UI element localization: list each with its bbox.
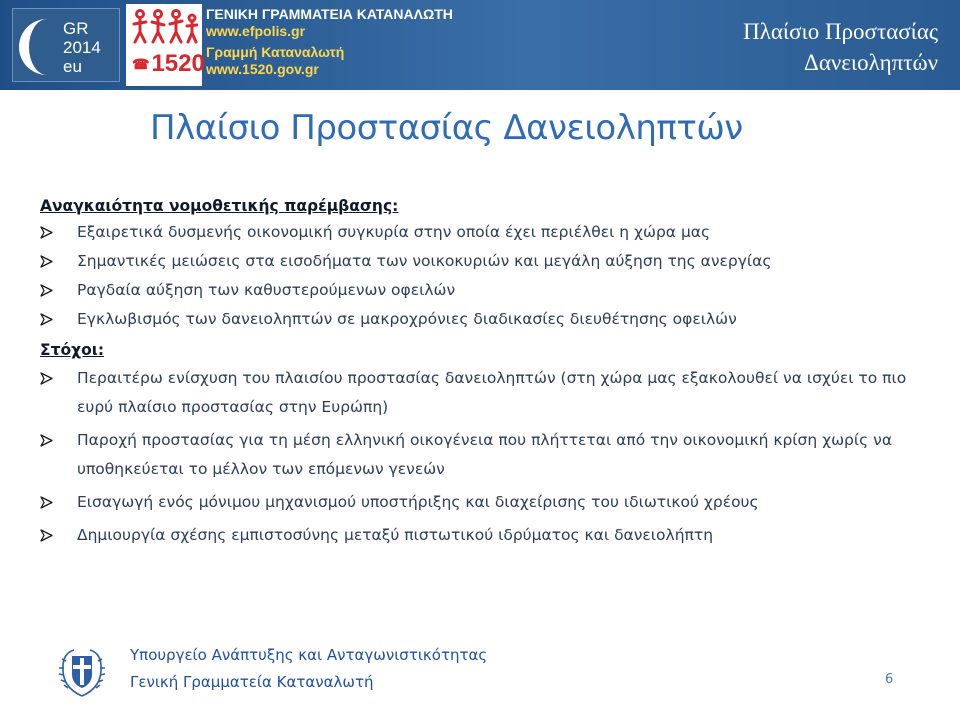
arrow-bullet-icon	[40, 255, 53, 268]
list-item	[40, 521, 940, 550]
bullet-text: Εισαγωγή ενός μόνιμου μηχανισμού υποστήριξης και διαχείρισης του ιδιωτικού χρέους	[77, 493, 759, 511]
list-item	[40, 488, 940, 517]
hotline-digits: 1520	[151, 50, 205, 77]
section-heading-need: Αναγκαιότητα νομοθετικής παρέμβασης:	[40, 197, 399, 215]
footer-ministry: Υπουργείο Ανάπτυξης και Ανταγωνιστικότητας	[130, 646, 488, 664]
bullet-text: Ραγδαία αύξηση των καθυστερούμενων οφειλών	[77, 281, 456, 299]
greek-coat-of-arms-icon	[54, 644, 110, 700]
org-url[interactable]: www.efpolis.gr	[206, 23, 306, 39]
header-title	[743, 16, 938, 78]
bullet-text: Δημιουργία σχέσης εμπιστοσύνης μεταξύ πιστωτικού ιδρύματος και δανειολήπτη	[77, 526, 714, 544]
hotline-number	[132, 50, 204, 78]
logo-text-line: GR	[63, 19, 89, 38]
hotline-name: Γραμμή Καταναλωτή	[206, 44, 345, 60]
list-item	[40, 247, 940, 276]
list-item	[40, 305, 940, 334]
footer-secretariat: Γενική Γραμματεία Καταναλωτή	[130, 673, 374, 691]
slide-title: Πλαίσιο Προστασίας Δανειοληπτών	[150, 108, 743, 148]
phone-icon: ☎	[132, 56, 150, 72]
list-item	[40, 364, 940, 422]
org-name: ΓΕΝΙΚΗ ΓΡΑΜΜΑΤΕΙΑ ΚΑΤΑΝΑΛΩΤΗ	[206, 6, 453, 22]
bullet-text: Περαιτέρω ενίσχυση του πλαισίου προστασίας δανειοληπτών (στη χώρα μας εξακολουθεί να ισχύει το πιο ευρύ πλαίσιο προστασίας στην Ευρώπη)	[77, 369, 907, 416]
hotline-url[interactable]: www.1520.gov.gr	[206, 61, 319, 77]
slide-body	[40, 194, 940, 550]
logo-text-line: eu	[63, 57, 82, 76]
header-title-line: Πλαίσιο Προστασίας	[743, 19, 938, 44]
header-band	[0, 0, 960, 90]
list-item	[40, 276, 940, 305]
goals-bullet-list	[40, 364, 940, 550]
bullet-text: Εγκλωβισμός των δανειοληπτών σε μακροχρόνιες διαδικασίες διευθέτησης οφειλών	[77, 310, 737, 328]
list-item	[40, 218, 940, 247]
list-item	[40, 426, 940, 484]
page-number: 6	[885, 672, 894, 687]
need-bullet-list	[40, 218, 940, 334]
logo-text-line: 2014	[63, 38, 101, 57]
bullet-text: Σημαντικές μειώσεις στα εισοδήματα των νοικοκυριών και μεγάλη αύξηση της ανεργίας	[77, 252, 772, 270]
gr2014-logo	[12, 8, 120, 82]
arrow-bullet-icon	[40, 226, 53, 239]
logo-curve-icon	[19, 19, 53, 75]
bullet-text: Παροχή προστασίας για τη μέση ελληνική οικογένεια που πλήττεται από την οικονομική κρίση χωρίς να υποθηκεύεται το μέλλον των επόμενων γενεών	[77, 431, 893, 478]
footer-text	[130, 642, 487, 696]
arrow-bullet-icon	[40, 496, 53, 509]
arrow-bullet-icon	[40, 372, 53, 385]
arrow-bullet-icon	[40, 529, 53, 542]
bullet-text: Εξαιρετικά δυσμενής οικονομική συγκυρία στην οποία έχει περιέλθει η χώρα μας	[77, 223, 711, 241]
section-heading-goals: Στόχοι:	[40, 341, 105, 359]
arrow-bullet-icon	[40, 284, 53, 297]
header-title-line: Δανειοληπτών	[804, 50, 938, 75]
arrow-bullet-icon	[40, 313, 53, 326]
organization-info	[206, 6, 453, 78]
arrow-bullet-icon	[40, 434, 53, 447]
people-figures-icon	[130, 6, 198, 46]
